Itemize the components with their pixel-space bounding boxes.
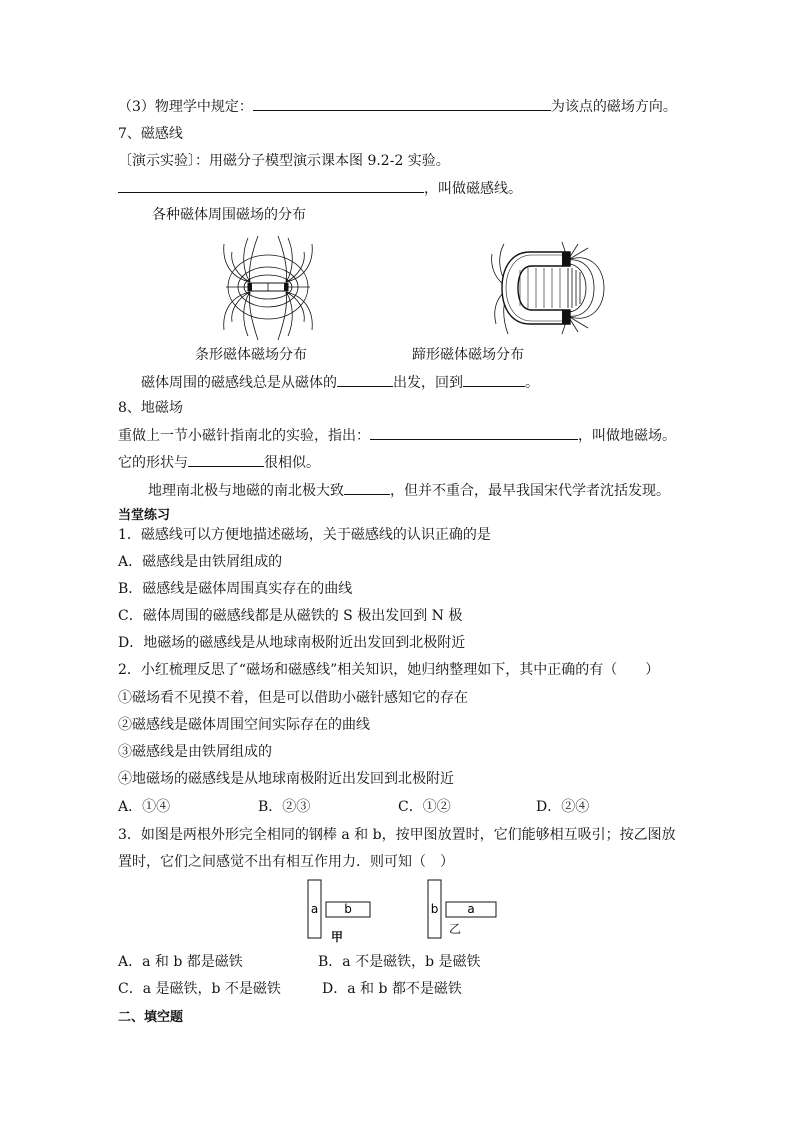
field-lines-mid: 出发，回到 xyxy=(393,375,463,391)
definition-line xyxy=(118,178,522,199)
distribution-heading: 各种磁体周围磁场的分布 xyxy=(152,207,306,223)
q2-statement-2: ②磁感线是磁体周围空间实际存在的曲线 xyxy=(118,717,370,733)
item3-suffix: 为该点的磁场方向。 xyxy=(550,99,677,115)
yi-caption: 乙 xyxy=(449,922,462,936)
q2-statement-4: ④地磁场的磁感线是从地球南极附近出发回到北极附近 xyxy=(118,771,454,787)
shape-suffix: 很相似。 xyxy=(264,455,320,471)
earth-field-prefix: 重做上一节小磁针指南北的实验，指出： xyxy=(118,428,370,444)
field-lines-prefix: 磁体周围的磁感线总是从磁体的 xyxy=(141,375,337,391)
poles-suffix: ，但并不重合，最早我国宋代学者沈括发现。 xyxy=(390,483,670,499)
q1-option-b: B．磁感线是磁体周围真实存在的曲线 xyxy=(118,581,353,597)
practice-title: 当堂练习 xyxy=(118,508,171,523)
field-lines-blank-1[interactable] xyxy=(337,372,393,387)
poles-line xyxy=(148,480,670,501)
shape-prefix: 它的形状与 xyxy=(118,455,188,471)
section-8-title: 8、地磁场 xyxy=(118,400,183,416)
q3-option-b: B．a 不是磁铁，b 是磁铁 xyxy=(318,954,481,970)
earth-field-suffix: ，叫做地磁场。 xyxy=(578,428,676,444)
q3-option-d: D．a 和 b 都不是磁铁 xyxy=(322,981,462,997)
q3-option-a: A．a 和 b 都是磁铁 xyxy=(118,954,243,970)
shape-blank[interactable] xyxy=(188,452,264,467)
q1-option-d: D．地磁场的磁感线是从地球南极附近出发回到北极附近 xyxy=(118,635,466,651)
q2-stem: 2．小红梳理反思了“磁场和磁感线”相关知识，她归纳整理如下，其中正确的有（ ） xyxy=(118,662,660,678)
q2-option-d: D．②④ xyxy=(536,799,590,815)
item3-line xyxy=(118,96,677,117)
poles-blank[interactable] xyxy=(344,480,390,495)
figure-yi xyxy=(424,878,504,942)
q3-stem-line-2: 置时，它们之间感觉不出有相互作用力．则可知（ ） xyxy=(118,854,454,870)
definition-blank[interactable] xyxy=(118,178,424,193)
jia-caption: 甲 xyxy=(331,930,344,944)
item3-blank[interactable] xyxy=(253,96,551,111)
horseshoe-magnet-caption: 蹄形磁体磁场分布 xyxy=(412,347,524,363)
jia-rod-b-label: b xyxy=(344,902,352,916)
earth-field-blank[interactable] xyxy=(370,425,578,440)
q1-stem: 1．磁感线可以方便地描述磁场，关于磁感线的认识正确的是 xyxy=(118,527,491,543)
q2-statement-3: ③磁感线是由铁屑组成的 xyxy=(118,744,272,760)
q3-stem-line-1: 3．如图是两根外形完全相同的钢棒 a 和 b，按甲图放置时，它们能够相互吸引；按乙图放 xyxy=(118,827,676,843)
q1-option-a: A．磁感线是由铁屑组成的 xyxy=(118,554,283,570)
shape-line xyxy=(118,452,320,473)
item3-prefix: （3）物理学中规定： xyxy=(118,99,253,115)
jia-rod-a-label: a xyxy=(310,902,319,916)
field-lines-blank-2[interactable] xyxy=(463,372,525,387)
q1-option-c: C．磁体周围的磁感线都是从磁铁的 S 极出发回到 N 极 xyxy=(118,608,463,624)
poles-prefix: 地理南北极与地磁的南北极大致 xyxy=(148,483,344,499)
bar-magnet-field-figure xyxy=(218,234,318,344)
field-lines-suffix: 。 xyxy=(525,375,539,391)
demo-line: 〔演示实验〕：用磁分子模型演示课本图 9.2-2 实验。 xyxy=(118,153,450,169)
earth-field-line xyxy=(118,425,676,446)
section-2-title: 二、填空题 xyxy=(118,1010,184,1025)
figure-jia xyxy=(304,878,384,942)
section-7-title: 7、磁感线 xyxy=(118,126,183,142)
q2-option-b: B．②③ xyxy=(258,799,311,815)
q3-option-c: C．a 是磁铁，b 不是磁铁 xyxy=(118,981,281,997)
definition-suffix: ，叫做磁感线。 xyxy=(424,181,522,197)
q2-option-c: C．①② xyxy=(398,799,451,815)
q2-option-a: A．①④ xyxy=(118,799,171,815)
yi-rod-a-label: a xyxy=(467,902,475,916)
bar-magnet-caption: 条形磁体磁场分布 xyxy=(195,347,307,363)
horseshoe-magnet-field-figure xyxy=(490,238,610,338)
yi-rod-b-label: b xyxy=(430,902,439,916)
q2-statement-1: ①磁场看不见摸不着，但是可以借助小磁针感知它的存在 xyxy=(118,690,468,706)
field-lines-line xyxy=(141,372,539,393)
